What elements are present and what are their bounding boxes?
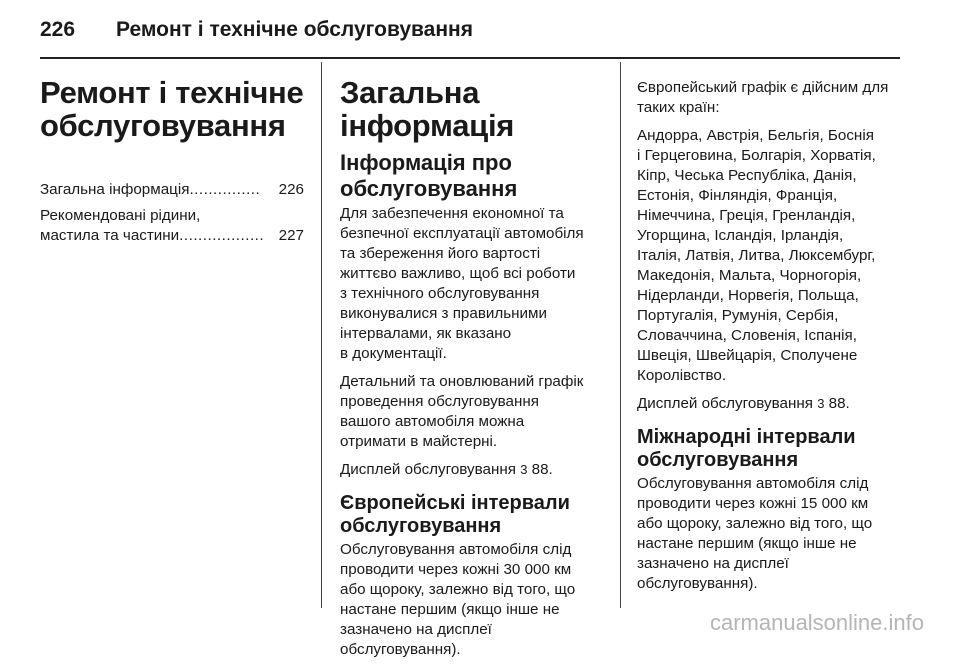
page-header	[40, 14, 910, 46]
paragraph-international-intervals: Обслуговування автомобіля слід проводити через кожні 15 000 км або щороку, залежно від того, що настане першим (якщо інше не зазначено на дисплеї обслуговування).	[637, 475, 873, 592]
section-title: Загальна інформація	[340, 75, 515, 143]
running-title: Ремонт і технічне обслуговування	[116, 18, 473, 41]
arrow-icon: 3	[817, 396, 825, 411]
xref-service-display-2[interactable]: Дисплей обслуговування 3 88.	[637, 395, 850, 412]
arrow-icon: 3	[520, 462, 528, 477]
subheading-international-intervals: Міжнародні інтервали обслуговування	[637, 426, 856, 471]
subheading-european-intervals: Європейські інтервали обслуговування	[340, 492, 570, 537]
toc-entry-fluids[interactable]: Рекомендовані рідини, мастила та частини .................. 227	[40, 207, 304, 244]
paragraph-countries-intro: Європейський графік є дійсним для таких країн:	[637, 79, 889, 116]
column-1	[40, 68, 304, 246]
paragraph-country-list: Андорра, Австрія, Бельгія, Боснія і Герцеговина, Болгарія, Хорватія, Кіпр, Чеська Республіка, Данія, Естонія, Фінляндія, Франція, Німеччина, Греція, Гренландія, Угорщина, Ісландія, Ірландія, Італія, Латвія, Литва, Люксембург, Македонія, Мальта, Чорногорія, Нідерланди, Норвегія, Польща, Португалія, Румунія, Сербія, Словаччина, Словенія, Іспанія, Швеція, Швейцарія, Сполучене Королівство.	[637, 127, 876, 384]
column-divider-1	[321, 62, 322, 608]
paragraph-schedule: Детальний та оновлюваний графік проведення обслуговування вашого автомобіля можна отримати в майстерні.	[340, 373, 584, 450]
toc-entry-general-info[interactable]: Загальна інформація ............... 226	[40, 181, 304, 198]
column-2	[340, 68, 608, 668]
column-divider-2	[620, 62, 621, 608]
chapter-title: Ремонт і технічне обслуговування	[40, 75, 304, 143]
column-3	[637, 78, 907, 602]
paragraph-intro: Для забезпечення економної та безпечної експлуатації автомобіля та збереження його вартості життєво важливо, щоб всі роботи з технічного обслуговування виконувалися з правильними інтервалами, як вказано в документації.	[340, 205, 584, 362]
header-rule	[40, 57, 900, 59]
table-of-contents	[40, 180, 304, 246]
subheading-service-info: Інформація про обслуговування	[340, 150, 518, 201]
paragraph-european-intervals: Обслуговування автомобіля слід проводити через кожні 30 000 км або щороку, залежно від того, що настане першим (якщо інше не зазначено на дисплеї обслуговування).	[340, 541, 576, 658]
xref-service-display[interactable]: Дисплей обслуговування 3 88.	[340, 461, 553, 478]
page-number: 226	[40, 18, 76, 41]
watermark: carmanualsonline.info	[709, 610, 924, 635]
